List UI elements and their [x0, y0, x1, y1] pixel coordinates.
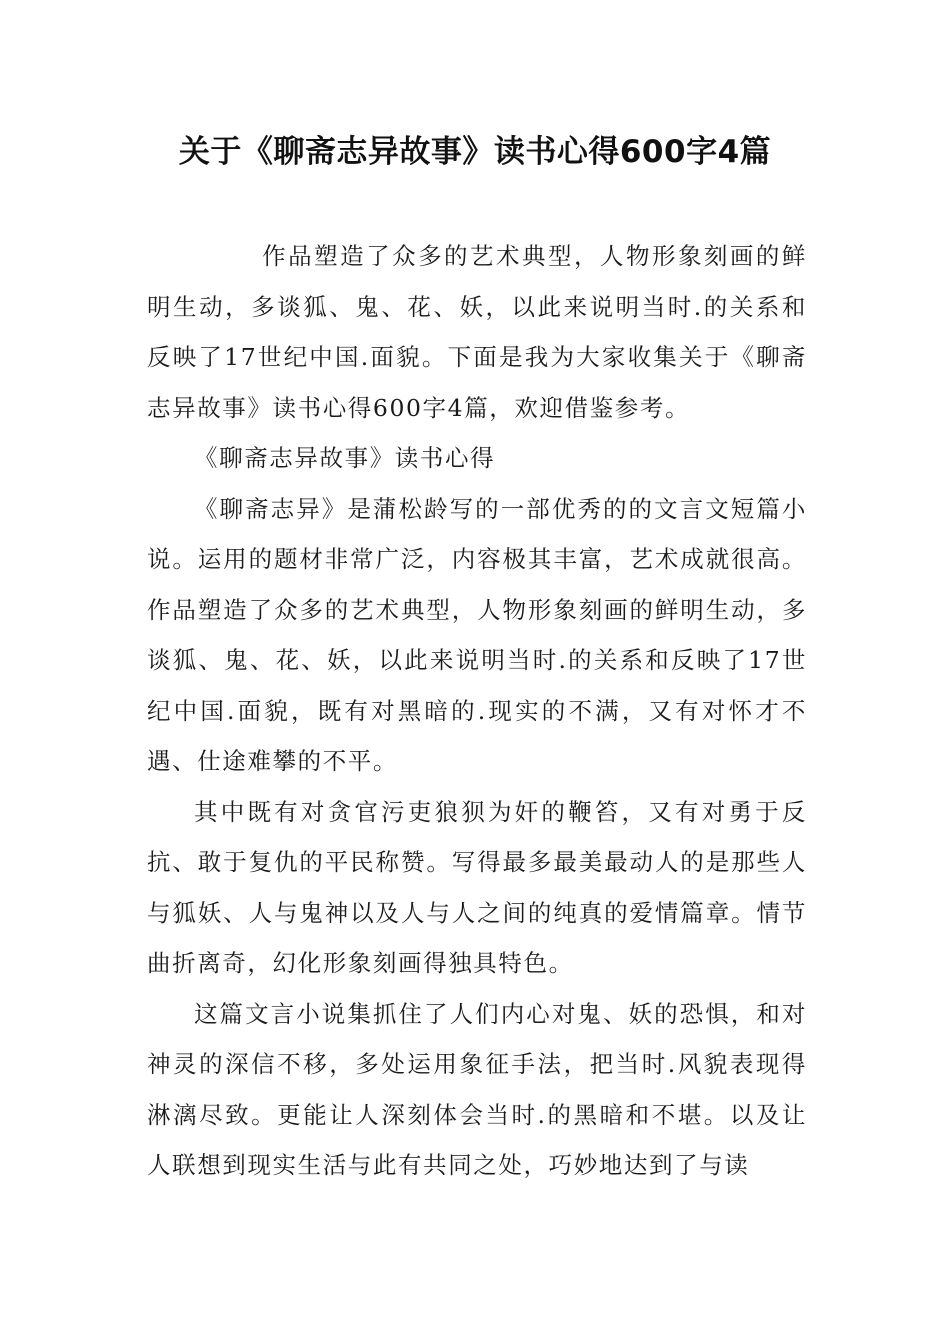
- body-paragraph: 其中既有对贪官污吏狼狈为奸的鞭笞，又有对勇于反抗、敢于复仇的平民称赞。写得最多最美最动人的是那些人与狐妖、人与鬼神以及人与人之间的纯真的爱情篇章。情节曲折离奇，幻化形象刻画得独具特色。: [147, 797, 807, 977]
- body-paragraph: 《聊斋志异》是蒲松龄写的一部优秀的的文言文短篇小说。运用的题材非常广泛，内容极其丰富，艺术成就很高。作品塑造了众多的艺术典型，人物形象刻画的鲜明生动，多谈狐、鬼、花、妖，以此来说明当时.的关系和反映了17世纪中国.面貌，既有对黑暗的.现实的不满，又有对怀才不遇、仕途难攀的不平。: [147, 494, 807, 775]
- document-title: 关于《聊斋志异故事》读书心得600字4篇: [178, 134, 772, 170]
- section-heading: 《聊斋志异故事》读书心得: [194, 444, 496, 472]
- intro-paragraph: 作品塑造了众多的艺术典型，人物形象刻画的鲜明生动，多谈狐、鬼、花、妖，以此来说明当时.的关系和反映了17世纪中国.面貌。下面是我为大家收集关于《聊斋志异故事》读书心得600字4篇，欢迎借鉴参考。: [147, 242, 807, 422]
- document-body: [147, 231, 807, 1191]
- body-paragraph: 这篇文言小说集抓住了人们内心对鬼、妖的恐惧，和对神灵的深信不移，多处运用象征手法，把当时.风貌表现得淋漓尽致。更能让人深刻体会当时.的黑暗和不堪。以及让人联想到现实生活与此有共同之处，巧妙地达到了与读: [147, 999, 807, 1179]
